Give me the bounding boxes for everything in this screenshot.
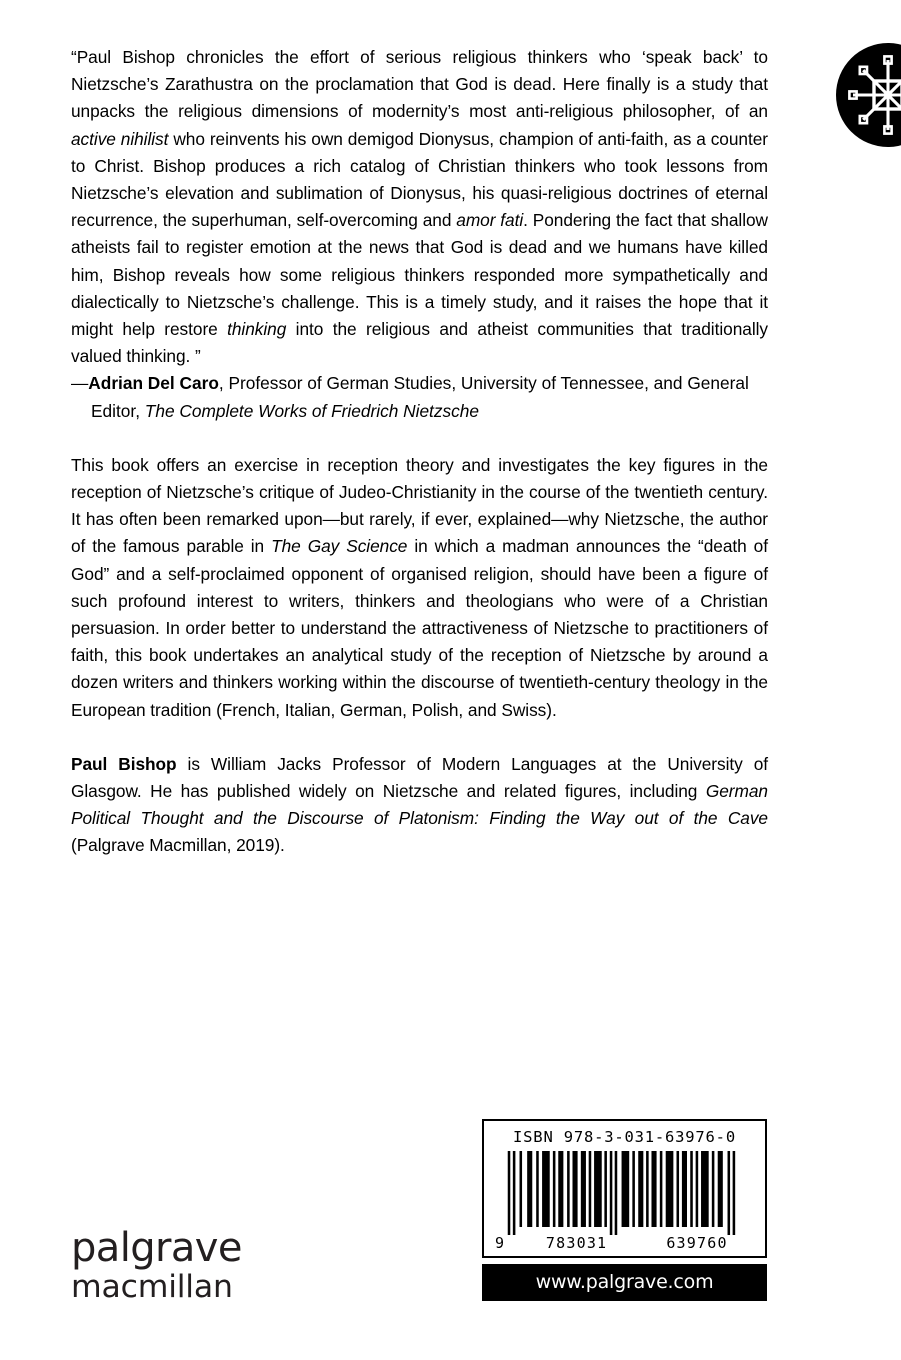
barcode-digits: [494, 1234, 755, 1252]
endorsement-italic-thinking: thinking: [227, 319, 287, 340]
description-part-1: This book offers an exercise in reception theory and investigates the key figures in the reception of Nietzsche’s critique of Judeo-Christianity in the course of the twentieth century. It has often been remarked upon—but rarely, if ever, explained—why Nietzsche, the author of the famous parable in: [71, 454, 768, 557]
publisher-url-bar[interactable]: www.palgrave.com: [482, 1264, 767, 1301]
publisher-logo: [71, 1225, 301, 1305]
author-bio-part-2: (Palgrave Macmillan, 2019).: [71, 835, 285, 856]
author-name: Paul Bishop: [71, 753, 177, 774]
endorsement-italic-active-nihilist: active nihilist: [71, 128, 169, 149]
endorsement-quote-part-2: who reinvents his own demigod Dionysus, champion of anti-faith, as a counter to Christ. Bishop produces a rich catalog of Christian thinkers who took lessons from Nietzsche’s elevation and sublimation of Dionysus, his quasi-religious doctrines of eternal recurrence, the superhuman, self-overcoming and: [71, 128, 769, 231]
description-part-2: in which a madman announces the “death of God” and a self-proclaimed opponent of organised religion, should have been a figure of such profound interest to writers, thinkers and theologians who were of a Christian persuasion. In order better to understand the attractiveness of Nietzsche to practitioners of faith, this book undertakes an analytical study of the reception of Nietzsche by around a dozen writers and thinkers working within the discourse of twentieth-century theology in the European tradition (French, Italian, German, Polish, and Swiss).: [71, 536, 768, 720]
barcode-digit-prefix: 9: [495, 1234, 506, 1252]
spacer: [71, 425, 768, 452]
endorsement-quote-part-3: . Pondering the fact that shallow atheists fail to register emotion at the news that God is dead and we humans have killed him, Bishop reveals how some religious thinkers responded more sympathetically and dialectically to Nietzsche’s challenge. This is a timely study, and it raises the hope that it might help restore: [71, 210, 768, 340]
endorsement-quote-part-1: “Paul Bishop chronicles the effort of serious religious thinkers who ‘speak back’ to Nietzsche’s Zarathustra on the proclamation that God is dead. Here finally is a study that unpacks the religious dimensions of modernity’s most anti-religious philosopher, of an: [71, 47, 768, 122]
barcode-bars: [494, 1151, 755, 1235]
spacer: [71, 724, 768, 751]
description-italic-gay-science: The Gay Science: [271, 536, 408, 557]
endorsement-italic-amor-fati: amor fati: [456, 210, 524, 231]
ean13-barcode-icon: [494, 1151, 755, 1235]
endorsement-quote-part-4: into the religious and atheist communities that traditionally valued thinking. ”: [71, 319, 768, 367]
attribution-em-dash: —: [71, 373, 89, 394]
isbn-text: ISBN 978-3-031-63976-0: [513, 1128, 736, 1146]
barcode-card: [482, 1119, 767, 1258]
book-description: [71, 452, 768, 724]
springer-sunburst-mark: [836, 43, 901, 147]
barcode-digits-right-group: 639760: [666, 1234, 728, 1252]
attribution-work-title: The Complete Works of Friedrich Nietzsche: [144, 400, 480, 421]
publisher-logo-macmillan: macmillan: [71, 1269, 233, 1305]
publisher-logo-palgrave: palgrave: [71, 1225, 242, 1271]
endorsement-quote: [71, 44, 768, 370]
author-bio-part-1: is William Jacks Professor of Modern Languages at the University of Glasgow. He has published widely on Nietzsche and related figures, including: [71, 753, 769, 802]
attribution-role: , Professor of German Studies, University of Tennessee, and General Editor,: [91, 373, 749, 421]
springer-sunburst-icon: [836, 43, 901, 147]
endorsement-attribution: [71, 370, 768, 424]
author-bio-italic-book-title: German Political Thought and the Discourse of Platonism: Finding the Way out of the Cave: [71, 781, 768, 829]
author-bio: [71, 751, 768, 860]
barcode-block: [482, 1119, 767, 1301]
attribution-name: Adrian Del Caro: [88, 373, 219, 394]
barcode-digits-left-group: 783031: [545, 1234, 608, 1252]
cover-text-column: [71, 44, 768, 860]
